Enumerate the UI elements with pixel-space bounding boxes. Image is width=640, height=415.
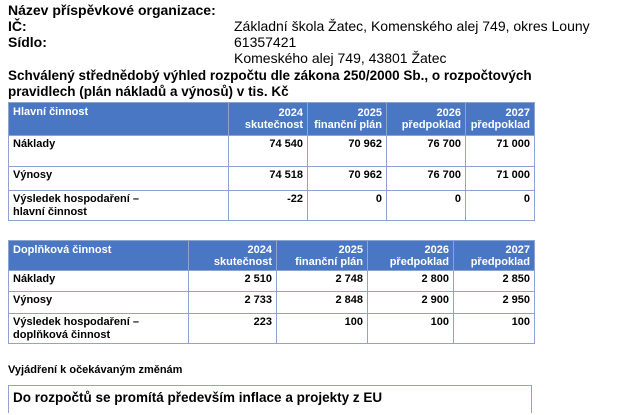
row-label: Náklady (9, 271, 189, 292)
value-cell: 2 733 (189, 292, 277, 314)
value-cell: 2 900 (368, 292, 454, 314)
org-name-value: Základní škola Žatec, Komenského alej 749, okres Louny (234, 18, 590, 34)
value-cell: 70 962 (308, 167, 387, 191)
side-col-header: 2027 předpoklad (454, 241, 535, 271)
main-col-header: 2024 skutečnost (229, 103, 308, 136)
value-cell: 2 510 (189, 271, 277, 292)
value-cell: 0 (466, 191, 535, 221)
value-cell: -22 (229, 191, 308, 221)
value-cell: 2 748 (277, 271, 368, 292)
changes-note-label: Vyjádření k očekávaným změnám (8, 364, 183, 376)
value-cell: 0 (308, 191, 387, 221)
value-cell: 0 (387, 191, 466, 221)
value-cell: 2 950 (454, 292, 535, 314)
side-section-label: Doplňková činnost (9, 241, 189, 271)
value-cell: 74 518 (229, 167, 308, 191)
side-col-header: 2026 předpoklad (368, 241, 454, 271)
table-row (9, 167, 535, 191)
main-section-label: Hlavní činnost (9, 103, 229, 136)
supplementary-activity-table (8, 240, 535, 344)
main-col-header: 2025 finanční plán (308, 103, 387, 136)
table-row (9, 271, 535, 292)
value-cell: 100 (368, 314, 454, 344)
value-cell: 100 (277, 314, 368, 344)
row-label: Výnosy (9, 292, 189, 314)
value-cell: 2 850 (454, 271, 535, 292)
org-name-label: Název příspěvkové organizace: (8, 2, 216, 18)
main-col-header: 2027 předpoklad (466, 103, 535, 136)
table-row (9, 136, 535, 167)
side-col-header: 2024 skutečnost (189, 241, 277, 271)
ico-value: 61357421 (234, 34, 297, 50)
budget-title-line-2: pravidlech (plán nákladů a výnosů) v tis. Kč (8, 84, 289, 99)
table-row (9, 314, 535, 344)
sidlo-value: Komeského alej 749, 43801 Žatec (234, 50, 447, 66)
row-label: Náklady (9, 136, 229, 167)
table-row (9, 191, 535, 221)
sidlo-label: Sídlo: (8, 34, 47, 50)
side-table-header-row (9, 241, 535, 271)
value-cell: 71 000 (466, 136, 535, 167)
changes-note-box (8, 385, 532, 413)
value-cell: 223 (189, 314, 277, 344)
value-cell: 76 700 (387, 136, 466, 167)
value-cell: 100 (454, 314, 535, 344)
row-label: Výnosy (9, 167, 229, 191)
row-label: Výsledek hospodaření – doplňková činnost (9, 314, 189, 344)
ico-label: IČ: (8, 18, 27, 34)
value-cell: 2 848 (277, 292, 368, 314)
side-col-header: 2025 finanční plán (277, 241, 368, 271)
value-cell: 74 540 (229, 136, 308, 167)
table-row (9, 292, 535, 314)
value-cell: 76 700 (387, 167, 466, 191)
main-col-header: 2026 předpoklad (387, 103, 466, 136)
changes-note-text: Do rozpočtů se promítá především inflace a projekty z EU (13, 390, 383, 405)
value-cell: 2 800 (368, 271, 454, 292)
row-label: Výsledek hospodaření – hlavní činnost (9, 191, 229, 221)
value-cell: 71 000 (466, 167, 535, 191)
budget-title-line-1: Schválený střednědobý výhled rozpočtu dle zákona 250/2000 Sb., o rozpočtových (8, 68, 532, 83)
main-table-header-row (9, 103, 535, 136)
value-cell: 70 962 (308, 136, 387, 167)
main-activity-table (8, 102, 535, 221)
